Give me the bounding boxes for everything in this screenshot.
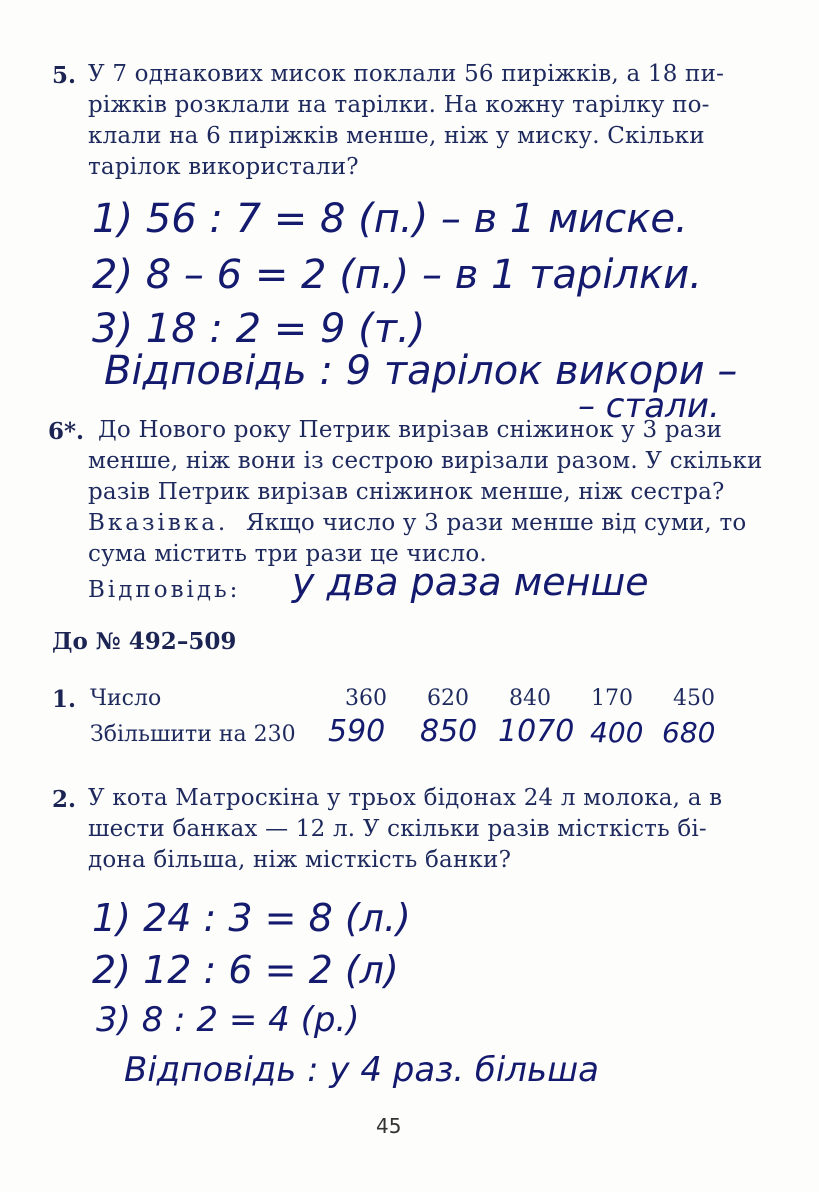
task5-line-1: У 7 однакових мисок поклали 56 пиріжків, а 18 пи- — [88, 61, 725, 87]
page-number: 45 — [376, 1114, 402, 1138]
task1-row2-label: Збільшити на 230 — [90, 722, 296, 747]
section-heading: До № 492–509 — [52, 628, 237, 655]
task6-answer-label: Відповідь: — [88, 577, 241, 603]
task2-hw-step3: 3) 8 : 2 = 4 (р.) — [96, 1000, 360, 1040]
task5-hw-answer: Відповідь : 9 тарілок викори – — [104, 348, 738, 394]
task1-answer-4: 400 — [590, 716, 644, 749]
task6-hint-label: Вказівка. — [88, 510, 229, 536]
task1-value-4: 170 — [591, 686, 633, 711]
task2-number: 2. — [52, 786, 77, 813]
task2-hw-answer: Відповідь : у 4 раз. більша — [124, 1050, 600, 1090]
task1-value-3: 840 — [509, 686, 551, 711]
task1-value-5: 450 — [673, 686, 715, 711]
task5-hw-step3: 3) 18 : 2 = 9 (т.) — [92, 306, 426, 352]
task1-value-2: 620 — [427, 686, 469, 711]
task2-line-1: У кота Матроскіна у трьох бідонах 24 л молока, а в — [88, 785, 723, 811]
task2-line-2: шести банках — 12 л. У скільки разів місткість бі- — [88, 816, 707, 842]
task6-number: 6*. — [48, 418, 85, 445]
task1-answer-1: 590 — [328, 714, 386, 749]
task6-hw-answer: у два раза менше — [292, 560, 649, 604]
task5-line-4: тарілок використали? — [88, 154, 359, 180]
task1-number: 1. — [52, 686, 77, 713]
task1-row1-label: Число — [90, 686, 162, 711]
task1-value-1: 360 — [345, 686, 387, 711]
task2-line-3: дона більша, ніж місткість банки? — [88, 847, 512, 873]
task5-hw-answer-cont: – стали. — [578, 386, 720, 426]
task5-line-2: ріжків розклали на тарілки. На кожну тарілку по- — [88, 92, 710, 118]
task5-hw-step2: 2) 8 – 6 = 2 (п.) – в 1 тарілки. — [92, 252, 702, 298]
task5-line-3: клали на 6 пиріжків менше, ніж у миску. Скільки — [88, 123, 705, 149]
task2-hw-step2: 2) 12 : 6 = 2 (л) — [92, 948, 399, 992]
task1-answer-5: 680 — [662, 716, 716, 749]
task6-line-1: До Нового року Петрик вирізав сніжинок у 3 рази — [98, 417, 722, 443]
task5-number: 5. — [52, 62, 77, 89]
task6-line-3: разів Петрик вирізав сніжинок менше, ніж сестра? — [88, 479, 725, 505]
task5-hw-step1: 1) 56 : 7 = 8 (п.) – в 1 миске. — [92, 196, 688, 242]
task6-hint-text: Якщо число у 3 рази менше від суми, то — [246, 510, 747, 536]
task2-hw-step1: 1) 24 : 3 = 8 (л.) — [92, 896, 411, 940]
task6-hint-line2: сума містить три рази це число. — [88, 541, 487, 567]
task1-answer-3: 1070 — [498, 714, 575, 749]
task1-answer-2: 850 — [420, 714, 478, 749]
task6-line-2: менше, ніж вони із сестрою вирізали разом. У скільки — [88, 448, 763, 474]
